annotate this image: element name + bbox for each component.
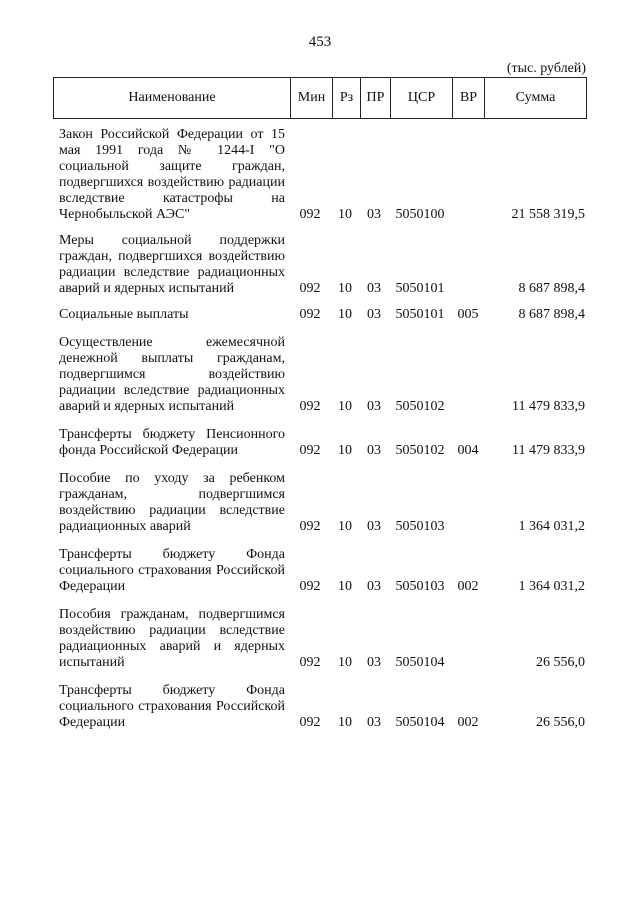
- row-name: Трансферты бюджету Фонда социального страхования Российской Федерации: [59, 547, 285, 594]
- row-csr: 5050104: [395, 715, 445, 730]
- row-pr: 03: [367, 519, 381, 534]
- header-vr: ВР: [452, 78, 484, 118]
- units-label: (тыс. рублей): [506, 61, 586, 76]
- row-pr: 03: [367, 655, 381, 670]
- row-name: Социальные выплаты: [59, 307, 189, 322]
- row-name: Осуществление ежемесячной денежной выплаты гражданам, подвергшимся воздействию радиации вследствие радиационных аварий и ядерных испытаний: [59, 335, 285, 414]
- row-sum: 1 364 031,2: [518, 519, 585, 534]
- table-row: [53, 427, 587, 459]
- row-sum: 26 556,0: [536, 655, 585, 670]
- header-sum: Сумма: [484, 78, 586, 118]
- row-vr: 002: [457, 579, 479, 594]
- row-rz: 10: [338, 655, 352, 670]
- row-sum: 11 479 833,9: [512, 399, 585, 414]
- table-row: [53, 607, 587, 671]
- row-sum: 21 558 319,5: [511, 207, 585, 222]
- row-name: Закон Российской Федерации от 15 мая 1991 года № 1244-I "О социальной защите граждан, подвергшихся воздействию радиации вследствие катастрофы на Чернобыльской АЭС": [59, 127, 285, 222]
- row-min: 092: [299, 307, 321, 322]
- row-rz: 10: [338, 307, 352, 322]
- row-csr: 5050104: [395, 655, 445, 670]
- row-rz: 10: [338, 443, 352, 458]
- row-rz: 10: [338, 579, 352, 594]
- table-row: [53, 471, 587, 535]
- row-min: 092: [299, 655, 321, 670]
- row-sum: 11 479 833,9: [512, 443, 585, 458]
- row-rz: 10: [338, 715, 352, 730]
- row-min: 092: [299, 715, 321, 730]
- row-name: Меры социальной поддержки граждан, подвергшихся воздействию радиации вследствие радиационных аварий и ядерных испытаний: [59, 233, 285, 296]
- row-rz: 10: [338, 399, 352, 414]
- row-name: Пособие по уходу за ребенком гражданам, подвергшимся воздействию радиации вследствие радиационных аварий: [59, 471, 285, 534]
- header-rz: Рз: [332, 78, 360, 118]
- row-csr: 5050102: [395, 399, 445, 414]
- row-min: 092: [299, 399, 321, 414]
- row-pr: 03: [367, 307, 381, 322]
- row-sum: 26 556,0: [536, 715, 585, 730]
- row-rz: 10: [338, 207, 352, 222]
- row-min: 092: [299, 519, 321, 534]
- table-row: [53, 547, 587, 595]
- row-name: Пособия гражданам, подвергшимся воздействию радиации вследствие радиационных аварий и ядерных испытаний: [59, 607, 285, 670]
- row-csr: 5050103: [395, 519, 445, 534]
- row-csr: 5050101: [395, 281, 445, 296]
- row-pr: 03: [367, 207, 381, 222]
- row-min: 092: [299, 281, 321, 296]
- row-min: 092: [299, 579, 321, 594]
- row-rz: 10: [338, 519, 352, 534]
- row-csr: 5050102: [395, 443, 445, 458]
- table-body: [53, 127, 587, 731]
- row-csr: 5050103: [395, 579, 445, 594]
- row-name: Трансферты бюджету Пенсионного фонда Российской Федерации: [59, 427, 285, 458]
- row-rz: 10: [338, 281, 352, 296]
- row-name: Трансферты бюджету Фонда социального страхования Российской Федерации: [59, 683, 285, 730]
- row-pr: 03: [367, 281, 381, 296]
- row-pr: 03: [367, 715, 381, 730]
- row-sum: 8 687 898,4: [518, 281, 585, 296]
- row-vr: 004: [457, 443, 479, 458]
- row-csr: 5050101: [395, 307, 445, 322]
- header-min: Мин: [290, 78, 332, 118]
- row-min: 092: [299, 443, 321, 458]
- header-pr: ПР: [360, 78, 390, 118]
- budget-table: [53, 77, 587, 731]
- row-sum: 8 687 898,4: [518, 307, 585, 322]
- table-row: [53, 233, 587, 297]
- header-csr: ЦСР: [390, 78, 452, 118]
- row-csr: 5050100: [395, 207, 445, 222]
- row-vr: 002: [457, 715, 479, 730]
- table-row: [53, 127, 587, 223]
- table-header: [53, 77, 587, 119]
- table-row: [53, 307, 587, 323]
- header-name: Наименование: [128, 90, 216, 105]
- row-vr: 005: [457, 307, 479, 322]
- row-min: 092: [299, 207, 321, 222]
- page-number: 453: [308, 34, 332, 50]
- table-row: [53, 335, 587, 415]
- row-pr: 03: [367, 579, 381, 594]
- row-sum: 1 364 031,2: [518, 579, 585, 594]
- table-row: [53, 683, 587, 731]
- row-pr: 03: [367, 399, 381, 414]
- row-pr: 03: [367, 443, 381, 458]
